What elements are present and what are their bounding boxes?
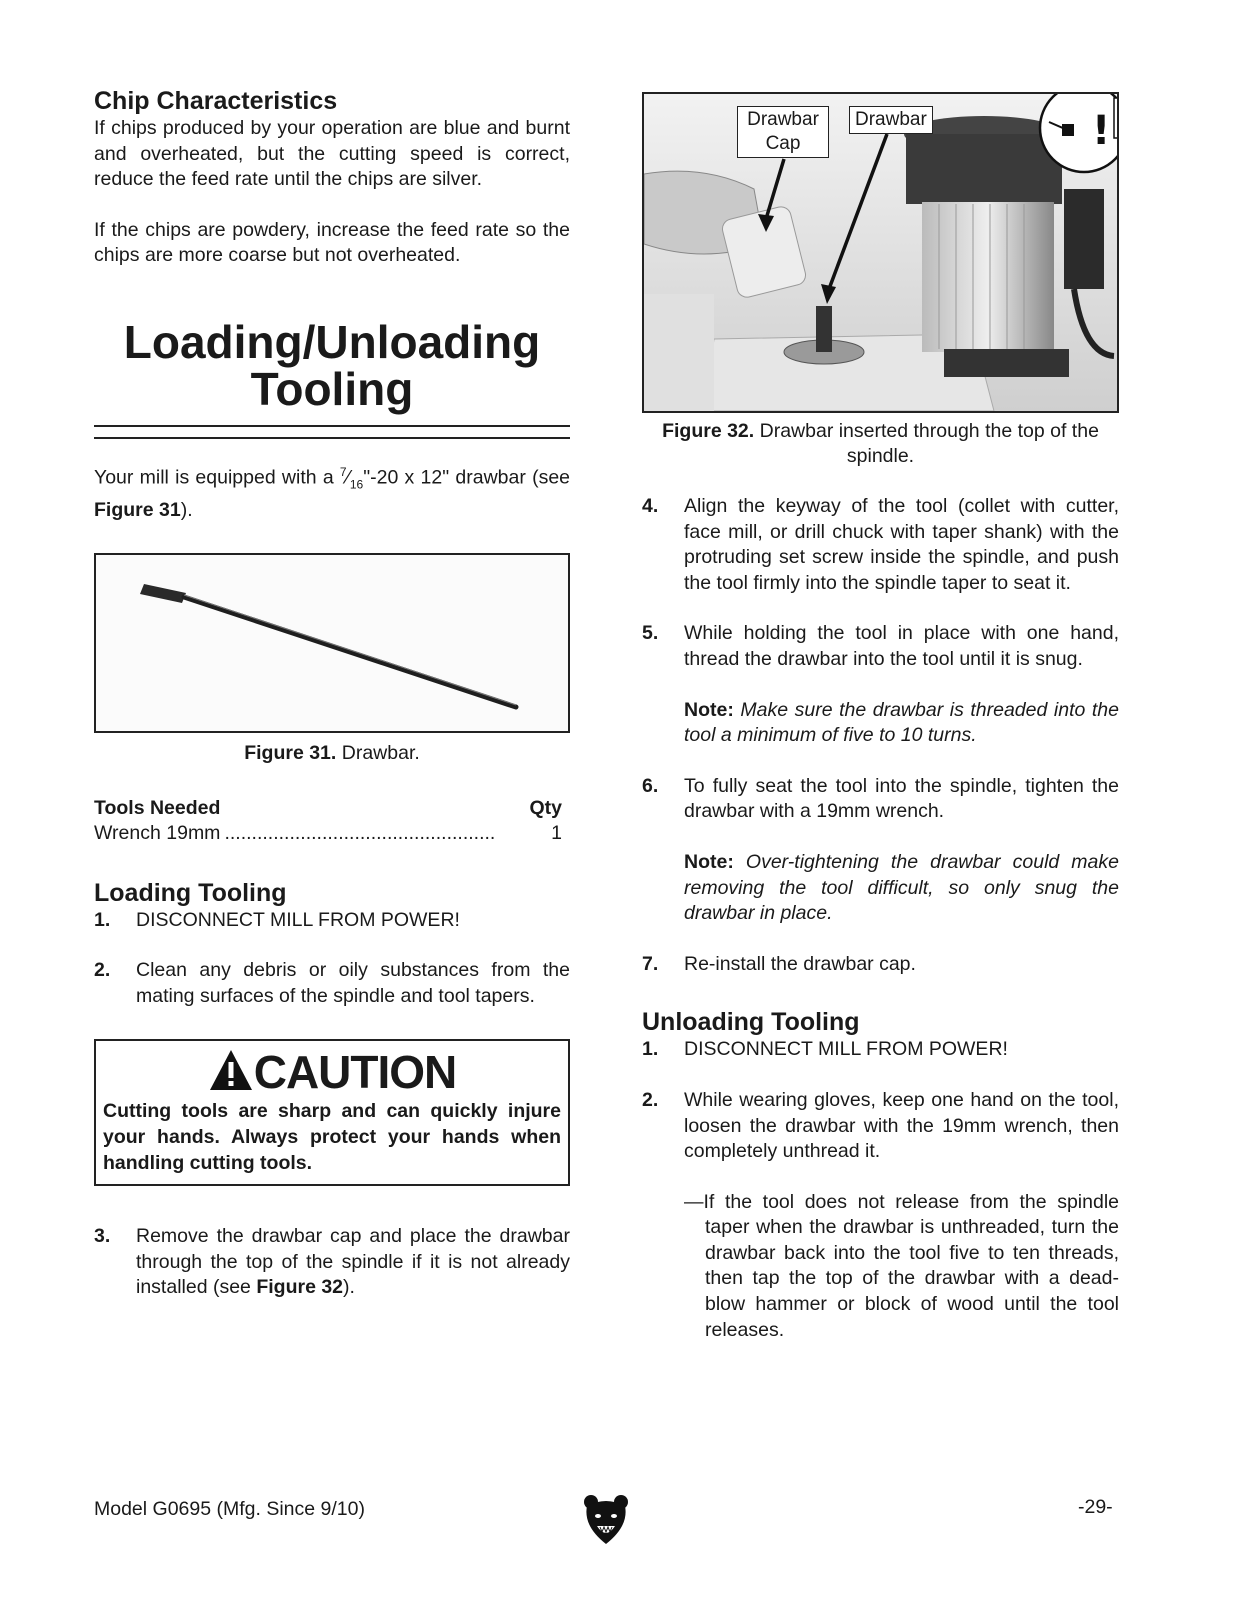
chip-para-2: If the chips are powdery, increase the feed rate so the chips are more coarse but not overheated. bbox=[94, 218, 570, 267]
section-title: Loading/Unloading Tooling bbox=[123, 315, 541, 415]
figure-32-image bbox=[642, 92, 1119, 413]
figure-32-caption: Figure 32. Drawbar inserted through the top of the spindle. bbox=[662, 420, 1099, 467]
note-step-6: Note: Over-tightening the drawbar could make removing the tool difficult, so only snug the drawbar in place. bbox=[684, 850, 1119, 925]
chip-heading: Chip Characteristics bbox=[94, 87, 338, 115]
tools-header: Tools Needed Qty bbox=[94, 796, 562, 819]
right-column bbox=[642, 92, 1119, 1343]
unloading-step-2: 2. While wearing gloves, keep one hand on the tool, loosen the drawbar with the 19mm wrench, then completely unthread it. bbox=[642, 1088, 1119, 1163]
loading-step-4: 4. Align the keyway of the tool (collet with cutter, face mill, or drill chuck with taper shank) with the protruding set screw inside the spindle, and push the tool firmly into the spindle taper to seat it. bbox=[642, 495, 1119, 594]
loading-step-6: 6. To fully seat the tool into the spindle, tighten the drawbar with a 19mm wrench. bbox=[642, 774, 1119, 823]
figure-31-caption: Figure 31. Drawbar. bbox=[244, 741, 420, 764]
unloading-heading: Unloading Tooling bbox=[642, 1008, 860, 1037]
footer-model: Model G0695 (Mfg. Since 9/10) bbox=[94, 1498, 365, 1520]
loading-step-1: 1. DISCONNECT MILL FROM POWER! bbox=[94, 908, 460, 931]
left-column bbox=[94, 86, 570, 1301]
chip-para-1: If chips produced by your operation are blue and burnt and overheated, but the cutting speed is correct, reduce the feed rate until the chips are silver. bbox=[94, 117, 570, 191]
caution-title: CAUTION bbox=[103, 1045, 561, 1099]
note-step-5: Note: Make sure the drawbar is threaded into the tool a minimum of five to 10 turns. bbox=[684, 698, 1119, 747]
caution-text: Cutting tools are sharp and can quickly injure your hands. Always protect your hands when handling cutting tools. bbox=[103, 1100, 561, 1174]
intro-paragraph: Your mill is equipped with a $^7⁄_{16}"-20$ x 12" drawbar (see Figure 31). bbox=[94, 464, 571, 521]
loading-step-2: 2. Clean any debris or oily substances from the mating surfaces of the spindle and tool tapers. bbox=[94, 959, 570, 1007]
loading-heading: Loading Tooling bbox=[94, 878, 287, 907]
loading-step-3: 3. Remove the drawbar cap and place the drawbar through the top of the spindle if it is not already installed (see Figure 32). bbox=[94, 1225, 570, 1299]
unloading-step-1: 1. DISCONNECT MILL FROM POWER! bbox=[642, 1038, 1008, 1061]
mill-head-photo bbox=[644, 94, 1117, 411]
caution-box bbox=[94, 1039, 570, 1186]
loading-step-5: 5. While holding the tool in place with one hand, thread the drawbar into the tool until it is snug. bbox=[642, 622, 1119, 670]
callout-drawbar-cap: Drawbar Cap bbox=[737, 106, 829, 158]
bear-logo bbox=[583, 1494, 629, 1551]
drawbar-illustration bbox=[96, 555, 568, 731]
figure-31-image bbox=[94, 553, 570, 733]
footer-page-number: -29- bbox=[1078, 1496, 1113, 1518]
bear-head-icon bbox=[583, 1494, 629, 1546]
warning-triangle-icon bbox=[208, 1048, 254, 1092]
unloading-dash-note: —If the tool does not release from the spindle taper when the drawbar is unthreaded, turn the drawbar back into the tool five to ten threads, then tap the top of the drawbar with a dead-blow hammer or block of wood until the tool releases. bbox=[684, 1190, 1119, 1341]
svg-text:!: ! bbox=[1092, 108, 1111, 154]
callout-drawbar: Drawbar bbox=[849, 106, 933, 134]
tools-item-row: Wrench 19mm .................................................. 1 bbox=[94, 821, 562, 844]
loading-step-7: 7. Re-install the drawbar cap. bbox=[642, 952, 916, 975]
